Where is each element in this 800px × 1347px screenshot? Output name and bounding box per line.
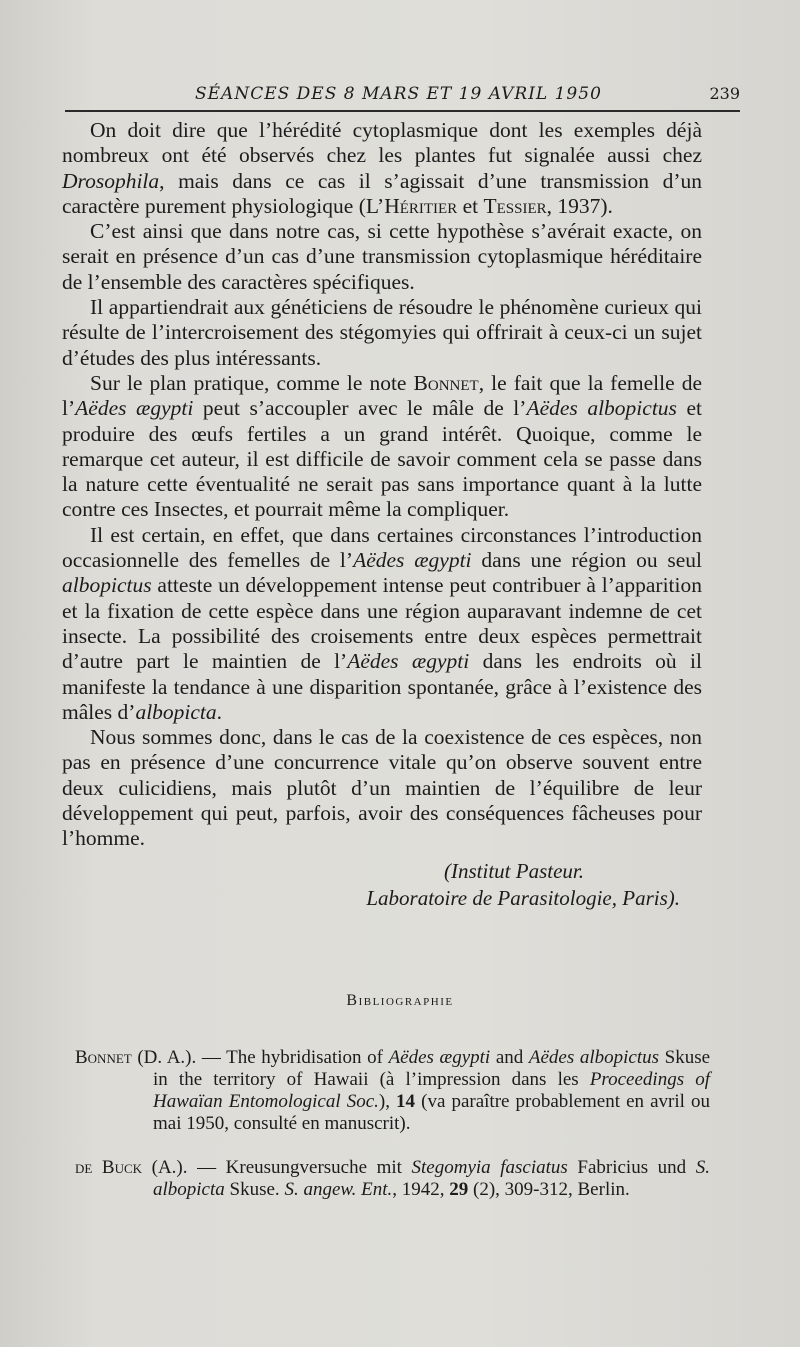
bib-author: Bonnet: [75, 1047, 132, 1068]
paragraph-4: Sur le plan pratique, comme le note Bonnet, le fait que la femelle de l’Aëdes ægypti peut s’accoupler avec le mâle de l’Aëdes albopictus et produire des œufs fertiles a un grand intérêt. Quoique, comme le remarque cet auteur, il est difficile de savoir comment cela se passe dans la nature cette éventualité ne serait pas sans importance quant à la lutte contre ces Insectes, et pourrait même la compliquer.: [62, 370, 703, 522]
species-name: Aëdes ægypti: [75, 396, 194, 421]
signature: [62, 858, 702, 912]
signature-institution: (Institut Pasteur.: [444, 858, 584, 883]
signature-laboratory: Laboratoire de Parasitologie, Paris).: [366, 885, 680, 910]
article-body: [62, 118, 702, 912]
species-name: Aëdes albopictus: [526, 396, 677, 421]
paragraph-5: Il est certain, en effet, que dans certaines circonstances l’introduction occasionnelle des femelles de l’Aëdes ægypti dans une région ou seul albopictus atteste un développement intense peut contribuer à l’apparition et la fixation de cette espèce dans une région auparavant indemne de cet insecte. La possibilité des croisements entre deux espèces permettrait d’autre part le maintien de l’Aëdes ægypti dans les endroits où il manifeste la tendance à une disparition spontanée, grâce à l’existence des mâles d’albopicta.: [62, 522, 703, 724]
paragraph-2: C’est ainsi que dans notre cas, si cette hypothèse s’avérait exacte, on serait en présence d’un cas d’une transmission cytoplasmique héréditaire de l’ensemble des caractères spécifiques.: [62, 219, 702, 294]
author-name: Bonnet: [413, 370, 479, 395]
species-name: Aëdes ægypti: [353, 548, 472, 573]
paragraph-3: Il appartiendrait aux généticiens de résoudre le phénomène curieux qui résulte de l’intercroisement des stégomyies qui offrirait à ceux-ci un sujet d’études des plus intéressants.: [62, 295, 702, 370]
running-title: SÉANCES DES 8 MARS ET 19 AVRIL 1950: [195, 84, 602, 104]
bib-author: Buck: [101, 1157, 143, 1178]
species-name: albopicta: [135, 699, 217, 724]
author-name: Héritier: [384, 193, 458, 218]
paragraph-6: Nous sommes donc, dans le cas de la coexistence de ces espèces, non pas en présence d’une concurrence vitale qu’on observe souvent entre deux culicidiens, mais plutôt d’un maintien de l’équilibre de leur développement qui peut, parfois, avoir des conséquences fâcheuses pour l’homme.: [62, 725, 702, 851]
page-number: 239: [709, 84, 740, 103]
author-name: Tessier: [483, 193, 547, 218]
species-name: Aëdes ægypti: [347, 649, 470, 674]
species-name: albopictus: [62, 573, 152, 598]
bibliography-entry-2: de Buck (A.). — Kreusungversuche mit Stegomyia fasciatus Fabricius und S. albopicta Skuse. S. angew. Ent., 1942, 29 (2), 309-312, Berlin.: [75, 1157, 710, 1200]
running-header: [65, 84, 740, 112]
paragraph-1: On doit dire que l’hérédité cytoplasmique dont les exemples déjà nombreux ont été observés chez les plantes fut signalée aussi chez Drosophila, mais dans ce cas il s’agissait d’une transmission d’un caractère purement physiologique (L’Héritier et Tessier, 1937).: [62, 118, 702, 218]
bibliography-heading: Bibliographie: [346, 992, 454, 1009]
bibliography-entry-1: Bonnet (D. A.). — The hybridisation of Aëdes ægypti and Aëdes albopictus Skuse in the territory of Hawaii (à l’impression dans les Proceedings of Hawaïan Entomological Soc.), 14 (va paraître probablement en avril ou mai 1950, consulté en manuscrit).: [75, 1047, 711, 1134]
bib-author-prefix: de: [75, 1157, 93, 1178]
